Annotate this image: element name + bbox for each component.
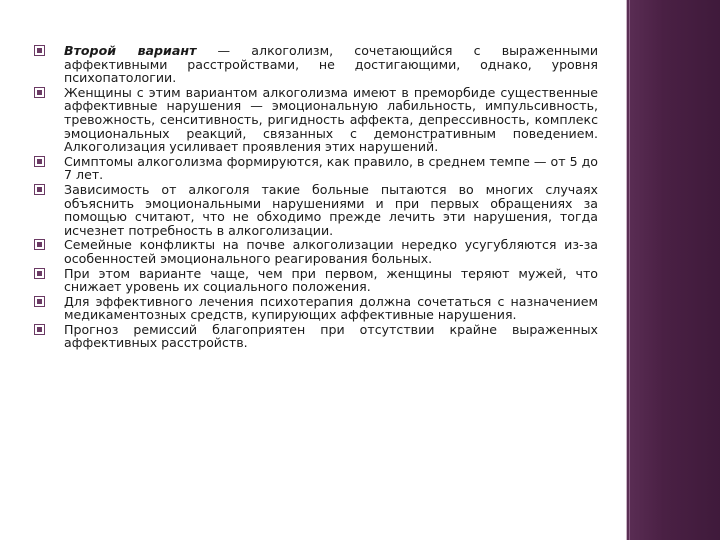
bullet-icon [34,239,45,250]
bullet-text: Симптомы алкоголизма формируются, как правило, в среднем темпе — от 5 до 7 лет. [64,153,598,183]
bullet-icon [34,184,45,195]
bullet-text: — алкоголизм, сочетающийся с выраженными аффективными расстройствами, не достигающими, однако, уровня психопатологии. [64,43,598,86]
decorative-side-band [626,0,720,540]
list-item [34,238,598,265]
list-item [34,267,598,294]
bullet-text: Прогноз ремиссий благоприятен при отсутствии крайне выраженных аффективных расстройств. [64,321,598,351]
list-item [34,295,598,322]
bullet-list [34,44,598,350]
bullet-lead: Второй вариант [64,43,197,58]
list-item [34,183,598,237]
bullet-icon [34,87,45,98]
list-item [34,44,598,85]
bullet-icon [34,268,45,279]
bullet-text: Зависимость от алкоголя такие больные пытаются во многих случаях объяснить эмоциональными нарушениями и при первых обращениях за помощью считают, что не обходимо прежде лечить эти нарушения, тогда исчезнет потребность в алкоголизации. [64,181,598,238]
bullet-icon [34,156,45,167]
list-item [34,323,598,350]
bullet-text: Для эффективного лечения психотерапия должна сочетаться с назначением медикаментозных средств, купирующих аффективные нарушения. [64,293,598,323]
bullet-text: Семейные конфликты на почве алкоголизации нередко усугубляются из-за особенностей эмоционального реагирования больных. [64,237,598,266]
slide-content [34,44,598,351]
bullet-text: При этом варианте чаще, чем при первом, женщины теряют мужей, что снижает уровень их социального положения. [64,265,598,295]
bullet-text: Женщины с этим вариантом алкоголизма имеют в преморбиде существенные аффективные нарушения — эмоциональную лабильность, импульсивность, тревожность, сенситивность, ригидность аффекта, депрессивность, комплекс эмоциональных реакций, связанных с демонстративным поведением. Алкоголизация усиливает проявления этих нарушений. [64,84,598,155]
list-item [34,155,598,182]
bullet-icon [34,45,45,56]
bullet-icon [34,296,45,307]
list-item [34,86,598,154]
bullet-icon [34,324,45,335]
